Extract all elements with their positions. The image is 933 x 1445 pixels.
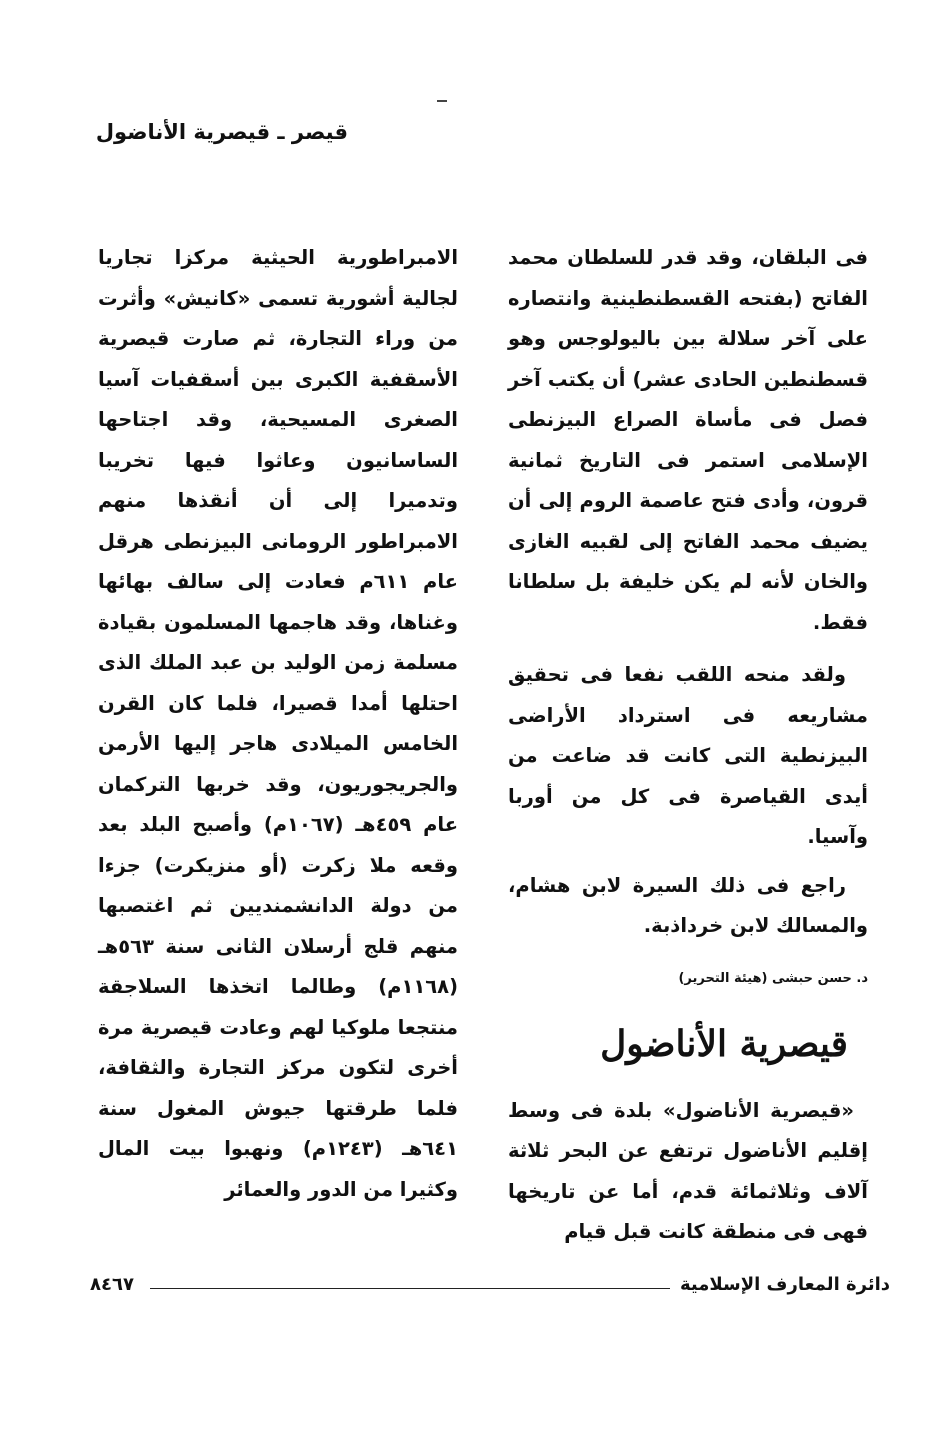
paragraph: فى البلقان، وقد قدر للسلطان محمد الفاتح (بفتحه القسطنطينية وانتصاره على آخر سلالة بين باليولوجس وهو قسطنطين الحادى عشر) أن يكتب آخر فصل فى مأساة الصراع البيزنطى الإسلامى استمر فى التاريخ ثمانية قرون، وأدى فتح عاصمة الروم إلى أن يضيف محمد الفاتح إلى لقبيه الغازى والخان لأنه لم يكن خليفة بل سلطانا فقط. bbox=[508, 246, 868, 634]
running-header: قيصر ـ قيصرية الأناضول bbox=[95, 120, 348, 144]
paragraph: الامبراطورية الحيثية مركزا تجاريا لجالية أشورية تسمى «كانيش» وأثرت من وراء التجارة، ثم صارت قيصرية الأسقفية الكبرى بين أسقفيات آسيا الصغرى المسيحية، وقد اجتاحها الساسانيون وعاثوا فيها تخريبا وتدميرا إلى أن أنقذها منهم الامبراطور الرومانى البيزنطى هرقل عام ٦١١م فعادت إلى سالف بهائها وغناها، وقد هاجمها المسلمون بقيادة مسلمة زمن الوليد بن عبد الملك الذى احتلها أمدا قصيرا، فلما كان القرن الخامس الميلادى هاجر إليها الأرمن والجريجوريون، وقد خربها التركمان عام ٤٥٩هـ (١٠٦٧م) وأصبح البلد بعد وقعه ملا زكرت (أو منزيكرت) جزءا من دولة الدانشمنديين ثم اغتصبها منهم قلج أرسلان الثانى سنة ٥٦٣هـ (١١٦٨م) وطالما اتخذها السلاجقة منتجعا ملوكيا لهم وعادت قيصرية مرة أخرى لتكون مركز التجارة والثقافة، فلما طرقتها جيوش المغول سنة ٦٤١هـ (١٢٤٣م) ونهبوا بيت المال وكثيرا من الدور والعمائر bbox=[98, 246, 459, 1201]
reference-paragraph: راجع فى ذلك السيرة لابن هشام، والمسالك لابن خرداذبة. bbox=[508, 873, 868, 937]
scan-mark bbox=[437, 100, 447, 102]
section-paragraph: «قيصرية الأناضول» بلدة فى وسط إقليم الأناضول ترتفع عن البحر ثلاثة آلاف وثلاثمائة قدم، أما عن تاريخها فهى فى منطقة كانت قبل قيام bbox=[508, 1098, 868, 1243]
page-number: ٨٤٦٧ bbox=[90, 1274, 134, 1295]
page-footer bbox=[90, 1274, 890, 1300]
right-column bbox=[508, 238, 868, 1253]
left-column bbox=[98, 238, 458, 1210]
journal-title: دائرة المعارف الإسلامية bbox=[679, 1274, 890, 1295]
paragraph: ولقد منحه اللقب نفعا فى تحقيق مشاريعه فى استرداد الأراضى البيزنطية التى كانت قد ضاعت من أيدى القياصرة فى كل من أوربا وآسيا. bbox=[508, 663, 868, 848]
footer-rule bbox=[150, 1288, 670, 1289]
author-signature: د. حسن حبشى (هيئة التحرير) bbox=[678, 970, 868, 986]
section-title: قيصرية الأناضول bbox=[600, 1022, 848, 1065]
